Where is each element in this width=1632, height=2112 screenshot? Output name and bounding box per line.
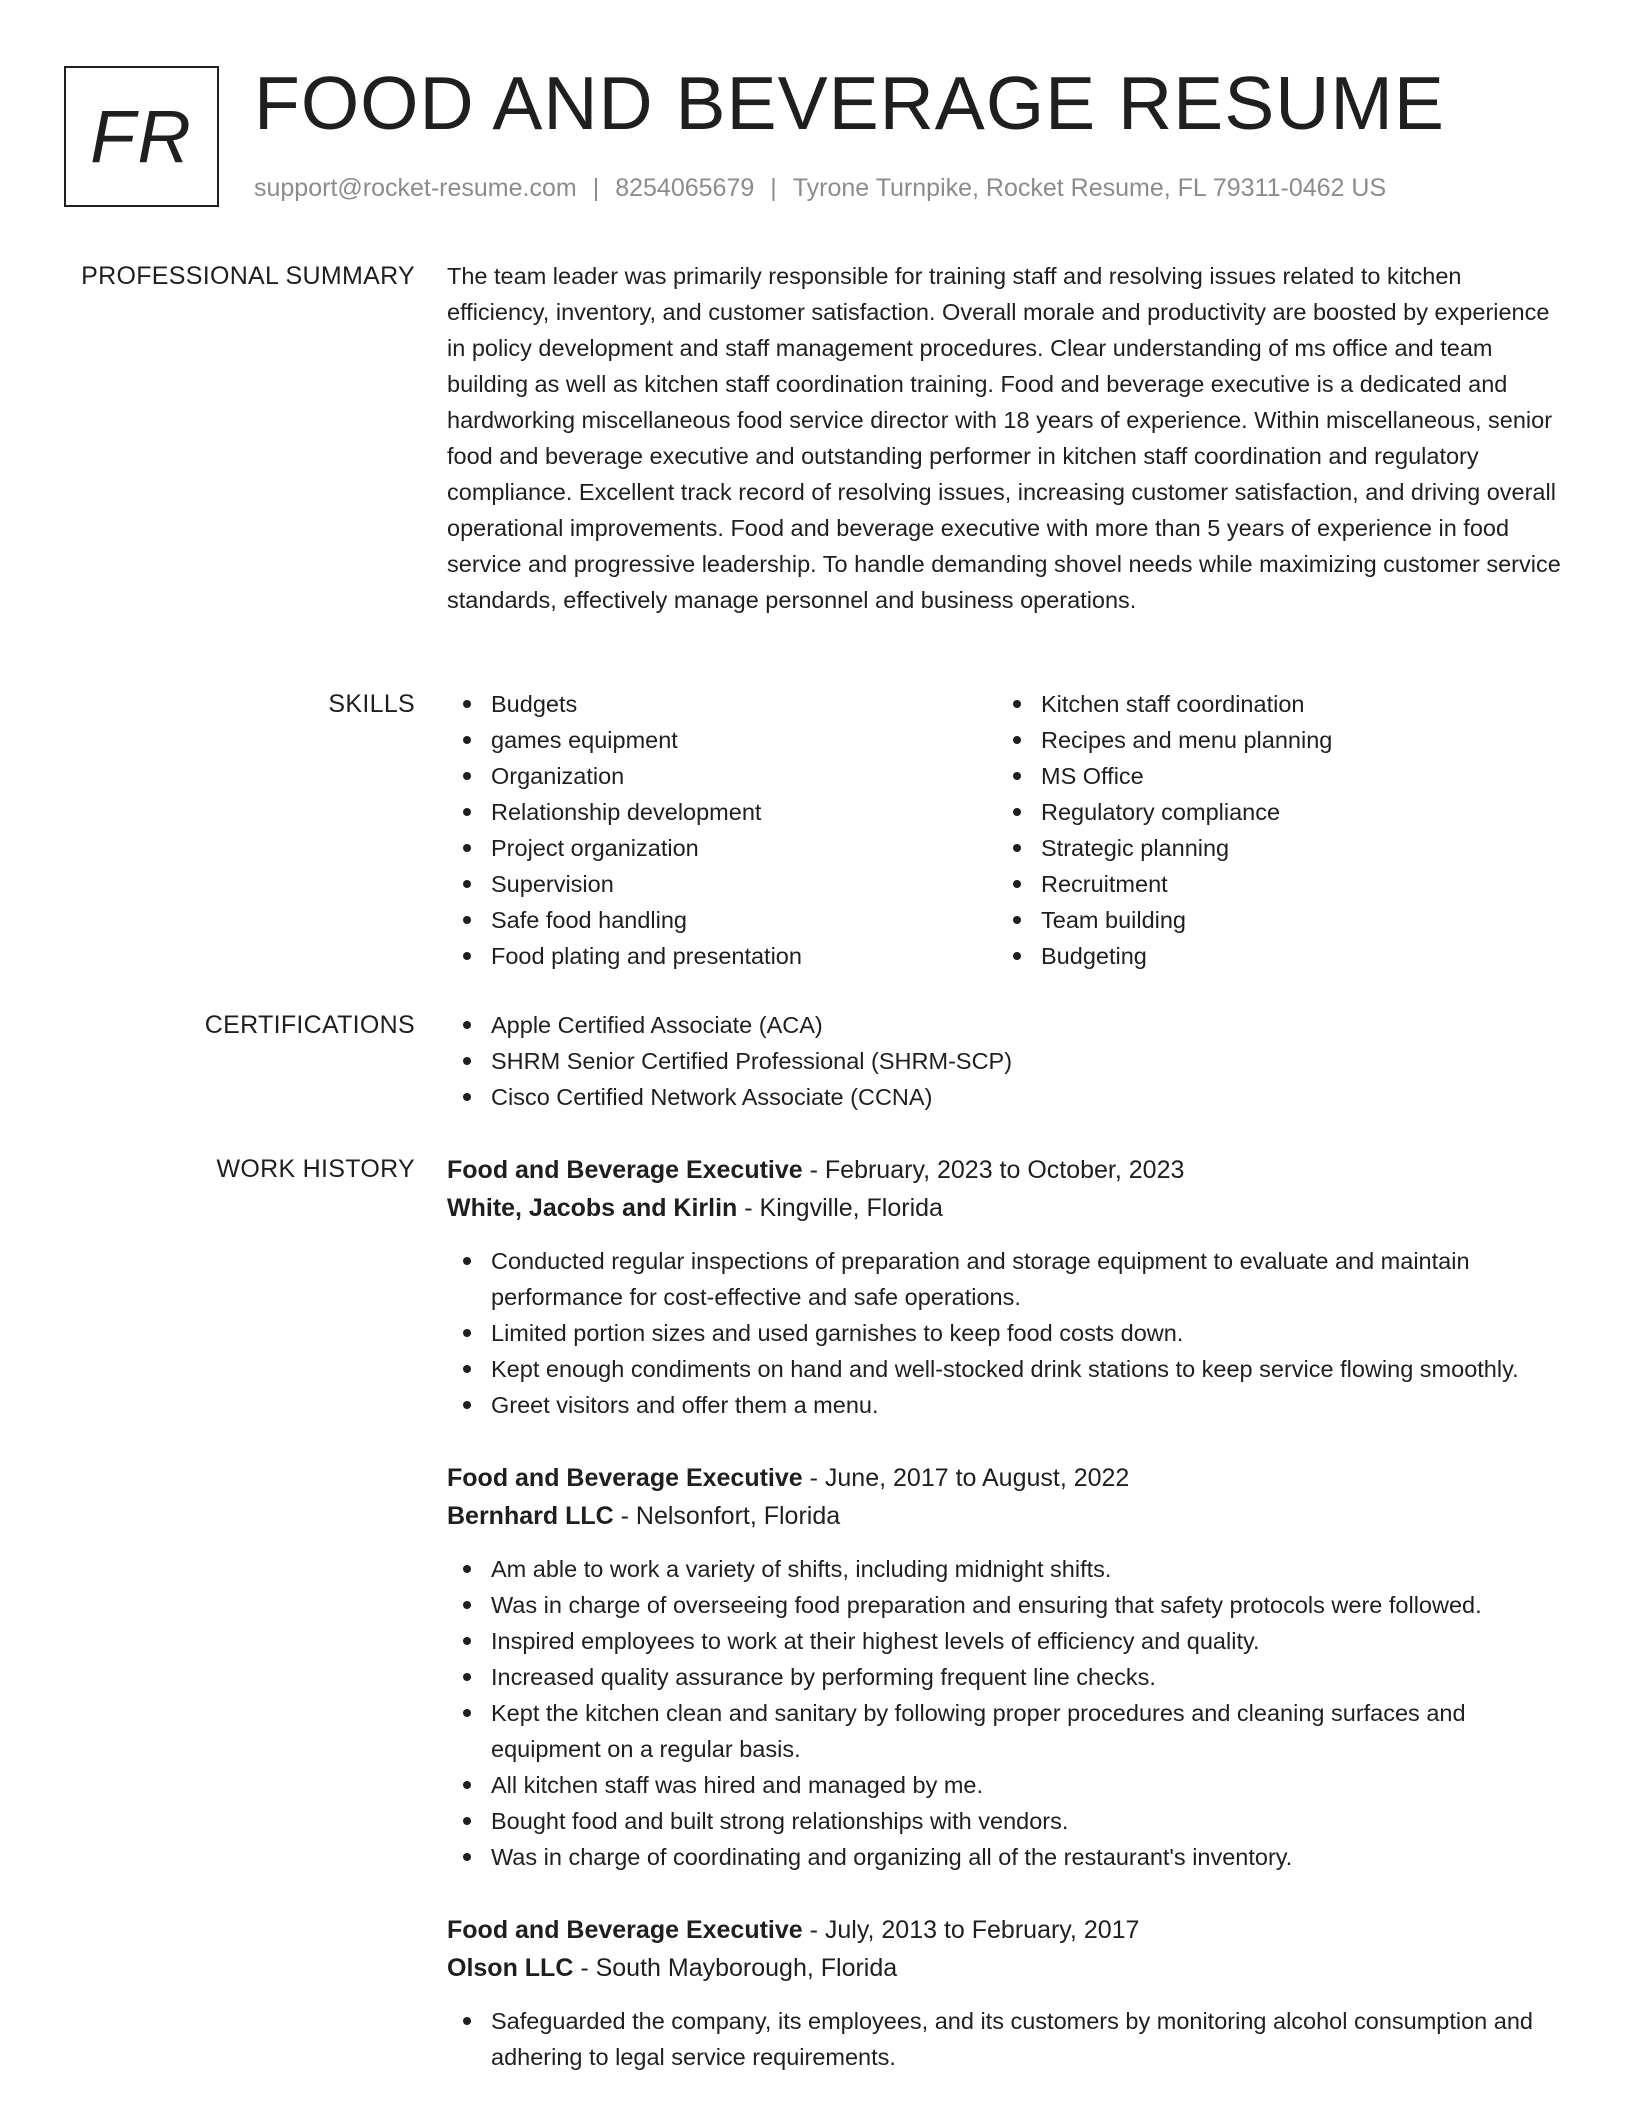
skill-item: Budgets: [447, 686, 997, 722]
job-location: - Kingville, Florida: [737, 1194, 943, 1222]
job-duty-item: Inspired employees to work at their highest levels of efficiency and quality.: [447, 1623, 1562, 1659]
skill-item: Budgeting: [997, 938, 1547, 974]
job-duty-item: Safeguarded the company, its employees, and its customers by monitoring alcohol consumption and adhering to legal service requirements.: [447, 2003, 1562, 2075]
resume-title: FOOD AND BEVERAGE RESUME: [254, 61, 1445, 145]
certifications-label: CERTIFICATIONS: [204, 1011, 415, 1039]
job-duty-item: Limited portion sizes and used garnishes to keep food costs down.: [447, 1315, 1562, 1351]
job-duty-item: Kept enough condiments on hand and well-stocked drink stations to keep service flowing smoothly.: [447, 1351, 1562, 1387]
job-title: Food and Beverage Executive: [447, 1156, 803, 1184]
job-duty-item: Bought food and built strong relationships with vendors.: [447, 1803, 1562, 1839]
skill-item: Recruitment: [997, 866, 1547, 902]
summary-label: PROFESSIONAL SUMMARY: [81, 262, 415, 290]
summary-body: [447, 258, 1562, 618]
job-dates: - June, 2017 to August, 2022: [802, 1464, 1130, 1492]
skill-item: Team building: [997, 902, 1547, 938]
resume-header: [64, 61, 1564, 211]
certifications-list: [447, 1007, 1562, 1115]
job-title-line: [447, 1151, 1562, 1189]
skill-item: Kitchen staff coordination: [997, 686, 1547, 722]
certification-item: Cisco Certified Network Associate (CCNA): [447, 1079, 1562, 1115]
job-title-line: [447, 1911, 1562, 1949]
skills-body: [447, 686, 1562, 974]
job-title-line: [447, 1459, 1562, 1497]
job-duty-item: Increased quality assurance by performing frequent line checks.: [447, 1659, 1562, 1695]
skill-item: Organization: [447, 758, 997, 794]
job-duties-list: [447, 1551, 1562, 1875]
certification-item: SHRM Senior Certified Professional (SHRM-SCP): [447, 1043, 1562, 1079]
job-location: - Nelsonfort, Florida: [613, 1502, 841, 1530]
job-duty-item: Conducted regular inspections of preparation and storage equipment to evaluate and maintain performance for cost-effective and safe operations.: [447, 1243, 1562, 1315]
skill-item: Project organization: [447, 830, 997, 866]
job-duties-list: [447, 1243, 1562, 1423]
job-title: Food and Beverage Executive: [447, 1464, 803, 1492]
contact-email[interactable]: support@rocket-resume.com: [254, 174, 577, 202]
skill-item: Supervision: [447, 866, 997, 902]
job-duty-item: Kept the kitchen clean and sanitary by following proper procedures and cleaning surfaces and equipment on a regular basis.: [447, 1695, 1562, 1767]
skills-list-right: [997, 686, 1547, 974]
job-entry: [447, 1459, 1562, 1875]
skill-item: Relationship development: [447, 794, 997, 830]
skill-item: MS Office: [997, 758, 1547, 794]
contact-address: Tyrone Turnpike, Rocket Resume, FL 79311-0462 US: [792, 174, 1387, 202]
job-duty-item: Am able to work a variety of shifts, including midnight shifts.: [447, 1551, 1562, 1587]
contact-line: [254, 174, 1386, 203]
work-history-label: WORK HISTORY: [216, 1155, 415, 1183]
skill-item: Regulatory compliance: [997, 794, 1547, 830]
contact-separator: |: [770, 174, 777, 202]
summary-text: The team leader was primarily responsible for training staff and resolving issues related to kitchen efficiency, inventory, and customer satisfaction. Overall morale and productivity are boosted by experience in policy development and staff management procedures. Clear understanding of ms office and team building as well as kitchen staff coordination training. Food and beverage executive is a dedicated and hardworking miscellaneous food service director with 18 years of experience. Within miscellaneous, senior food and beverage executive and outstanding performer in kitchen staff coordination and regulatory compliance. Excellent track record of resolving issues, increasing customer satisfaction, and driving overall operational improvements. Food and beverage executive with more than 5 years of experience in food service and progressive leadership. To handle demanding shovel needs while maximizing customer service standards, effectively manage personnel and business operations.: [447, 263, 1561, 613]
job-duties-list: [447, 2003, 1562, 2075]
job-entry: [447, 1911, 1562, 2075]
job-location: - South Mayborough, Florida: [573, 1954, 898, 1982]
contact-separator: |: [592, 174, 600, 202]
job-company-line: [447, 1189, 1562, 1227]
certifications-body: [447, 1007, 1562, 1115]
job-duty-item: Greet visitors and offer them a menu.: [447, 1387, 1562, 1423]
job-entry: [447, 1151, 1562, 1423]
job-company: White, Jacobs and Kirlin: [447, 1194, 738, 1222]
skill-item: Recipes and menu planning: [997, 722, 1547, 758]
certification-item: Apple Certified Associate (ACA): [447, 1007, 1562, 1043]
initials-monogram: FR: [64, 66, 219, 207]
job-company-line: [447, 1497, 1562, 1535]
job-dates: - February, 2023 to October, 2023: [802, 1156, 1185, 1184]
job-dates: - July, 2013 to February, 2017: [802, 1916, 1140, 1944]
skills-label: SKILLS: [328, 690, 415, 718]
skill-item: games equipment: [447, 722, 997, 758]
skills-list-left: [447, 686, 997, 974]
skill-item: Safe food handling: [447, 902, 997, 938]
job-company: Bernhard LLC: [447, 1502, 614, 1530]
skill-item: Food plating and presentation: [447, 938, 997, 974]
contact-phone[interactable]: 8254065679: [615, 174, 755, 202]
job-duty-item: All kitchen staff was hired and managed by me.: [447, 1767, 1562, 1803]
job-duty-item: Was in charge of coordinating and organizing all of the restaurant's inventory.: [447, 1839, 1562, 1875]
skill-item: Strategic planning: [997, 830, 1547, 866]
job-company-line: [447, 1949, 1562, 1987]
job-duty-item: Was in charge of overseeing food preparation and ensuring that safety protocols were followed.: [447, 1587, 1562, 1623]
job-title: Food and Beverage Executive: [447, 1916, 803, 1944]
job-company: Olson LLC: [447, 1954, 574, 1982]
work-history-body: [447, 1151, 1562, 2111]
